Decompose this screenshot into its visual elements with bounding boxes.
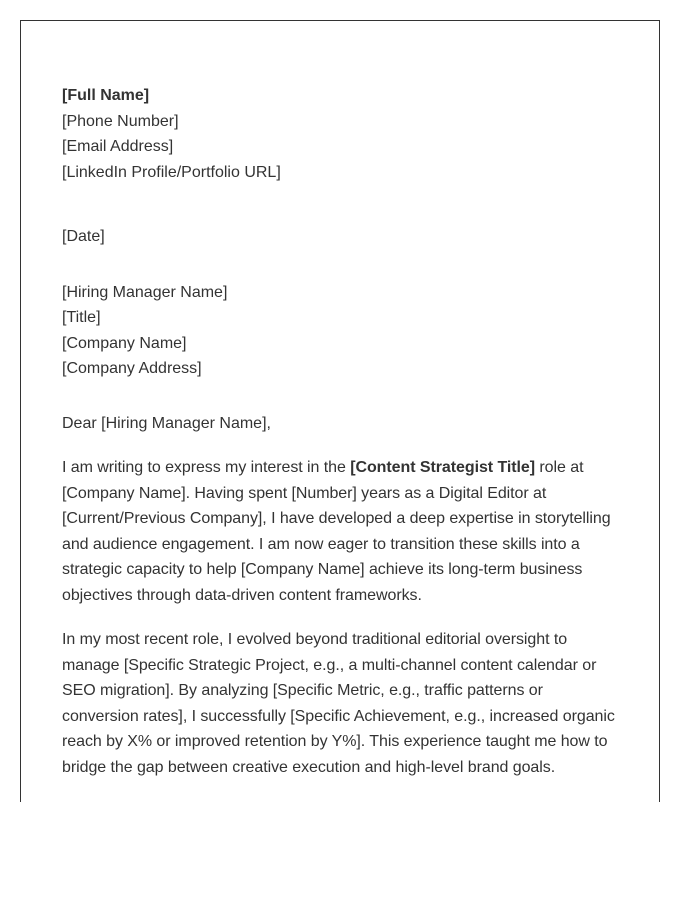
recipient-address: [Company Address] <box>62 360 202 377</box>
paragraph-1-line: [Current/Previous Company], I have developed a deep expertise in storytelling <box>62 510 611 527</box>
paragraph-1 <box>62 455 632 608</box>
paragraph-2-line: SEO migration]. By analyzing [Specific Metric, e.g., traffic patterns or <box>62 682 543 699</box>
job-title-highlight: [Content Strategist Title] <box>350 459 536 476</box>
sender-block <box>62 83 632 185</box>
paragraph-1-line: objectives through data-driven content frameworks. <box>62 586 422 604</box>
recipient-title: [Title] <box>62 309 101 326</box>
letter-page <box>20 20 660 802</box>
sender-full-name: [Full Name] <box>62 87 150 104</box>
sender-email: [Email Address] <box>62 138 174 155</box>
recipient-block <box>62 280 632 382</box>
paragraph-2-line: manage [Specific Strategic Project, e.g., a multi-channel content calendar or <box>62 656 597 674</box>
recipient-name: [Hiring Manager Name] <box>62 283 228 301</box>
paragraph-1-line: strategic capacity to help [Company Name] achieve its long-term business <box>62 561 583 578</box>
paragraph-1-line: and audience engagement. I am now eager to transition these skills into a <box>62 535 580 553</box>
paragraph-1-intro-tail: role at <box>535 459 584 476</box>
paragraph-2 <box>62 627 632 780</box>
letter-date: [Date] <box>62 228 105 245</box>
paragraph-2-line: conversion rates], I successfully [Specific Achievement, e.g., increased organic <box>62 707 615 725</box>
letter-content <box>62 83 632 780</box>
sender-phone: [Phone Number] <box>62 112 179 130</box>
salutation: Dear [Hiring Manager Name], <box>62 414 271 432</box>
paragraph-1-line <box>62 455 632 481</box>
recipient-company: [Company Name] <box>62 334 187 352</box>
paragraph-2-line: In my most recent role, I evolved beyond traditional editorial oversight to <box>62 631 568 648</box>
paragraph-2-line: bridge the gap between creative execution and high-level brand goals. <box>62 758 556 776</box>
paragraph-1-intro-text: I am writing to express my interest in the <box>62 459 351 476</box>
paragraph-2-line: reach by X% or improved retention by Y%]. This experience taught me how to <box>62 733 608 750</box>
sender-linkedin: [LinkedIn Profile/Portfolio URL] <box>62 163 281 181</box>
paragraph-1-line: [Company Name]. Having spent [Number] years as a Digital Editor at <box>62 484 547 502</box>
date-block <box>62 224 632 250</box>
salutation-block <box>62 411 632 437</box>
